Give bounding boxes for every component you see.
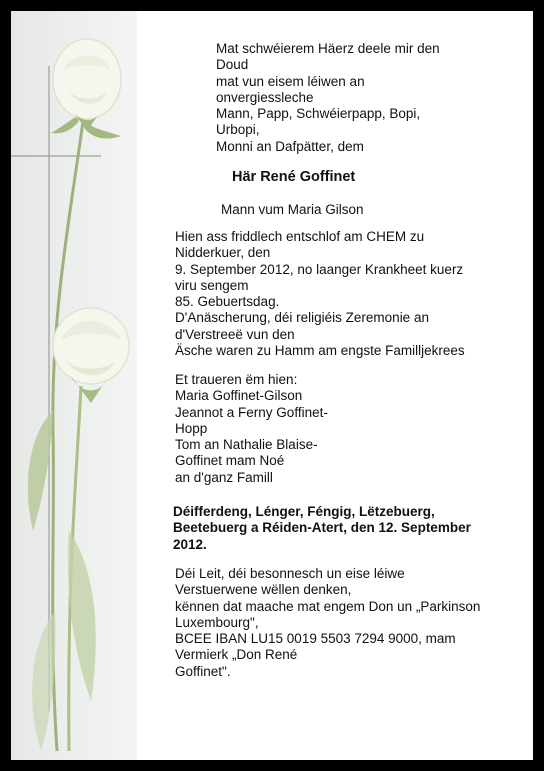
deceased-name: Här René Goffinet <box>232 169 356 185</box>
mourners-paragraph: Et traueren ëm hien: Maria Goffinet-Gilson Jeannot a Ferny Goffinet- Hopp Tom an Nathalie Blaise- Goffinet mam Noé an d'ganz Famill <box>175 372 328 485</box>
intro-paragraph: Mat schwéierem Häerz deele mir den Doud mat vun eisem léiwen an onvergiessleche Mann, Papp, Schwéierpapp, Bopi, Urbopi, Monni an Dafpätter, dem <box>216 41 440 154</box>
death-notice-paragraph: Hien ass friddlech entschlof am CHEM zu Nidderkuer, den 9. September 2012, no laanger Krankheet kuerz viru sengem 85. Gebuertsdag. D'Anäscherung, déi religiéis Zeremonie an d'Verstreeë vun den Äsche waren zu Hamm am engste Familljekrees <box>175 229 465 359</box>
obituary-card <box>11 11 533 760</box>
place-and-date: Déifferdeng, Lénger, Féngig, Lëtzebuerg, Beetebuerg a Réiden-Atert, den 12. September 2012. <box>173 504 471 552</box>
donation-paragraph: Déi Leit, déi besonnesch un eise léiwe Verstuerwene wëllen denken, kënnen dat maache mat engem Don un „Parkinson Luxembourg", BCEE IBAN LU15 0019 5503 7294 9000, mam Vermierk „Don René Goffinet". <box>175 566 481 679</box>
spouse-line: Mann vum Maria Gilson <box>221 202 364 217</box>
obituary-text <box>11 11 533 760</box>
